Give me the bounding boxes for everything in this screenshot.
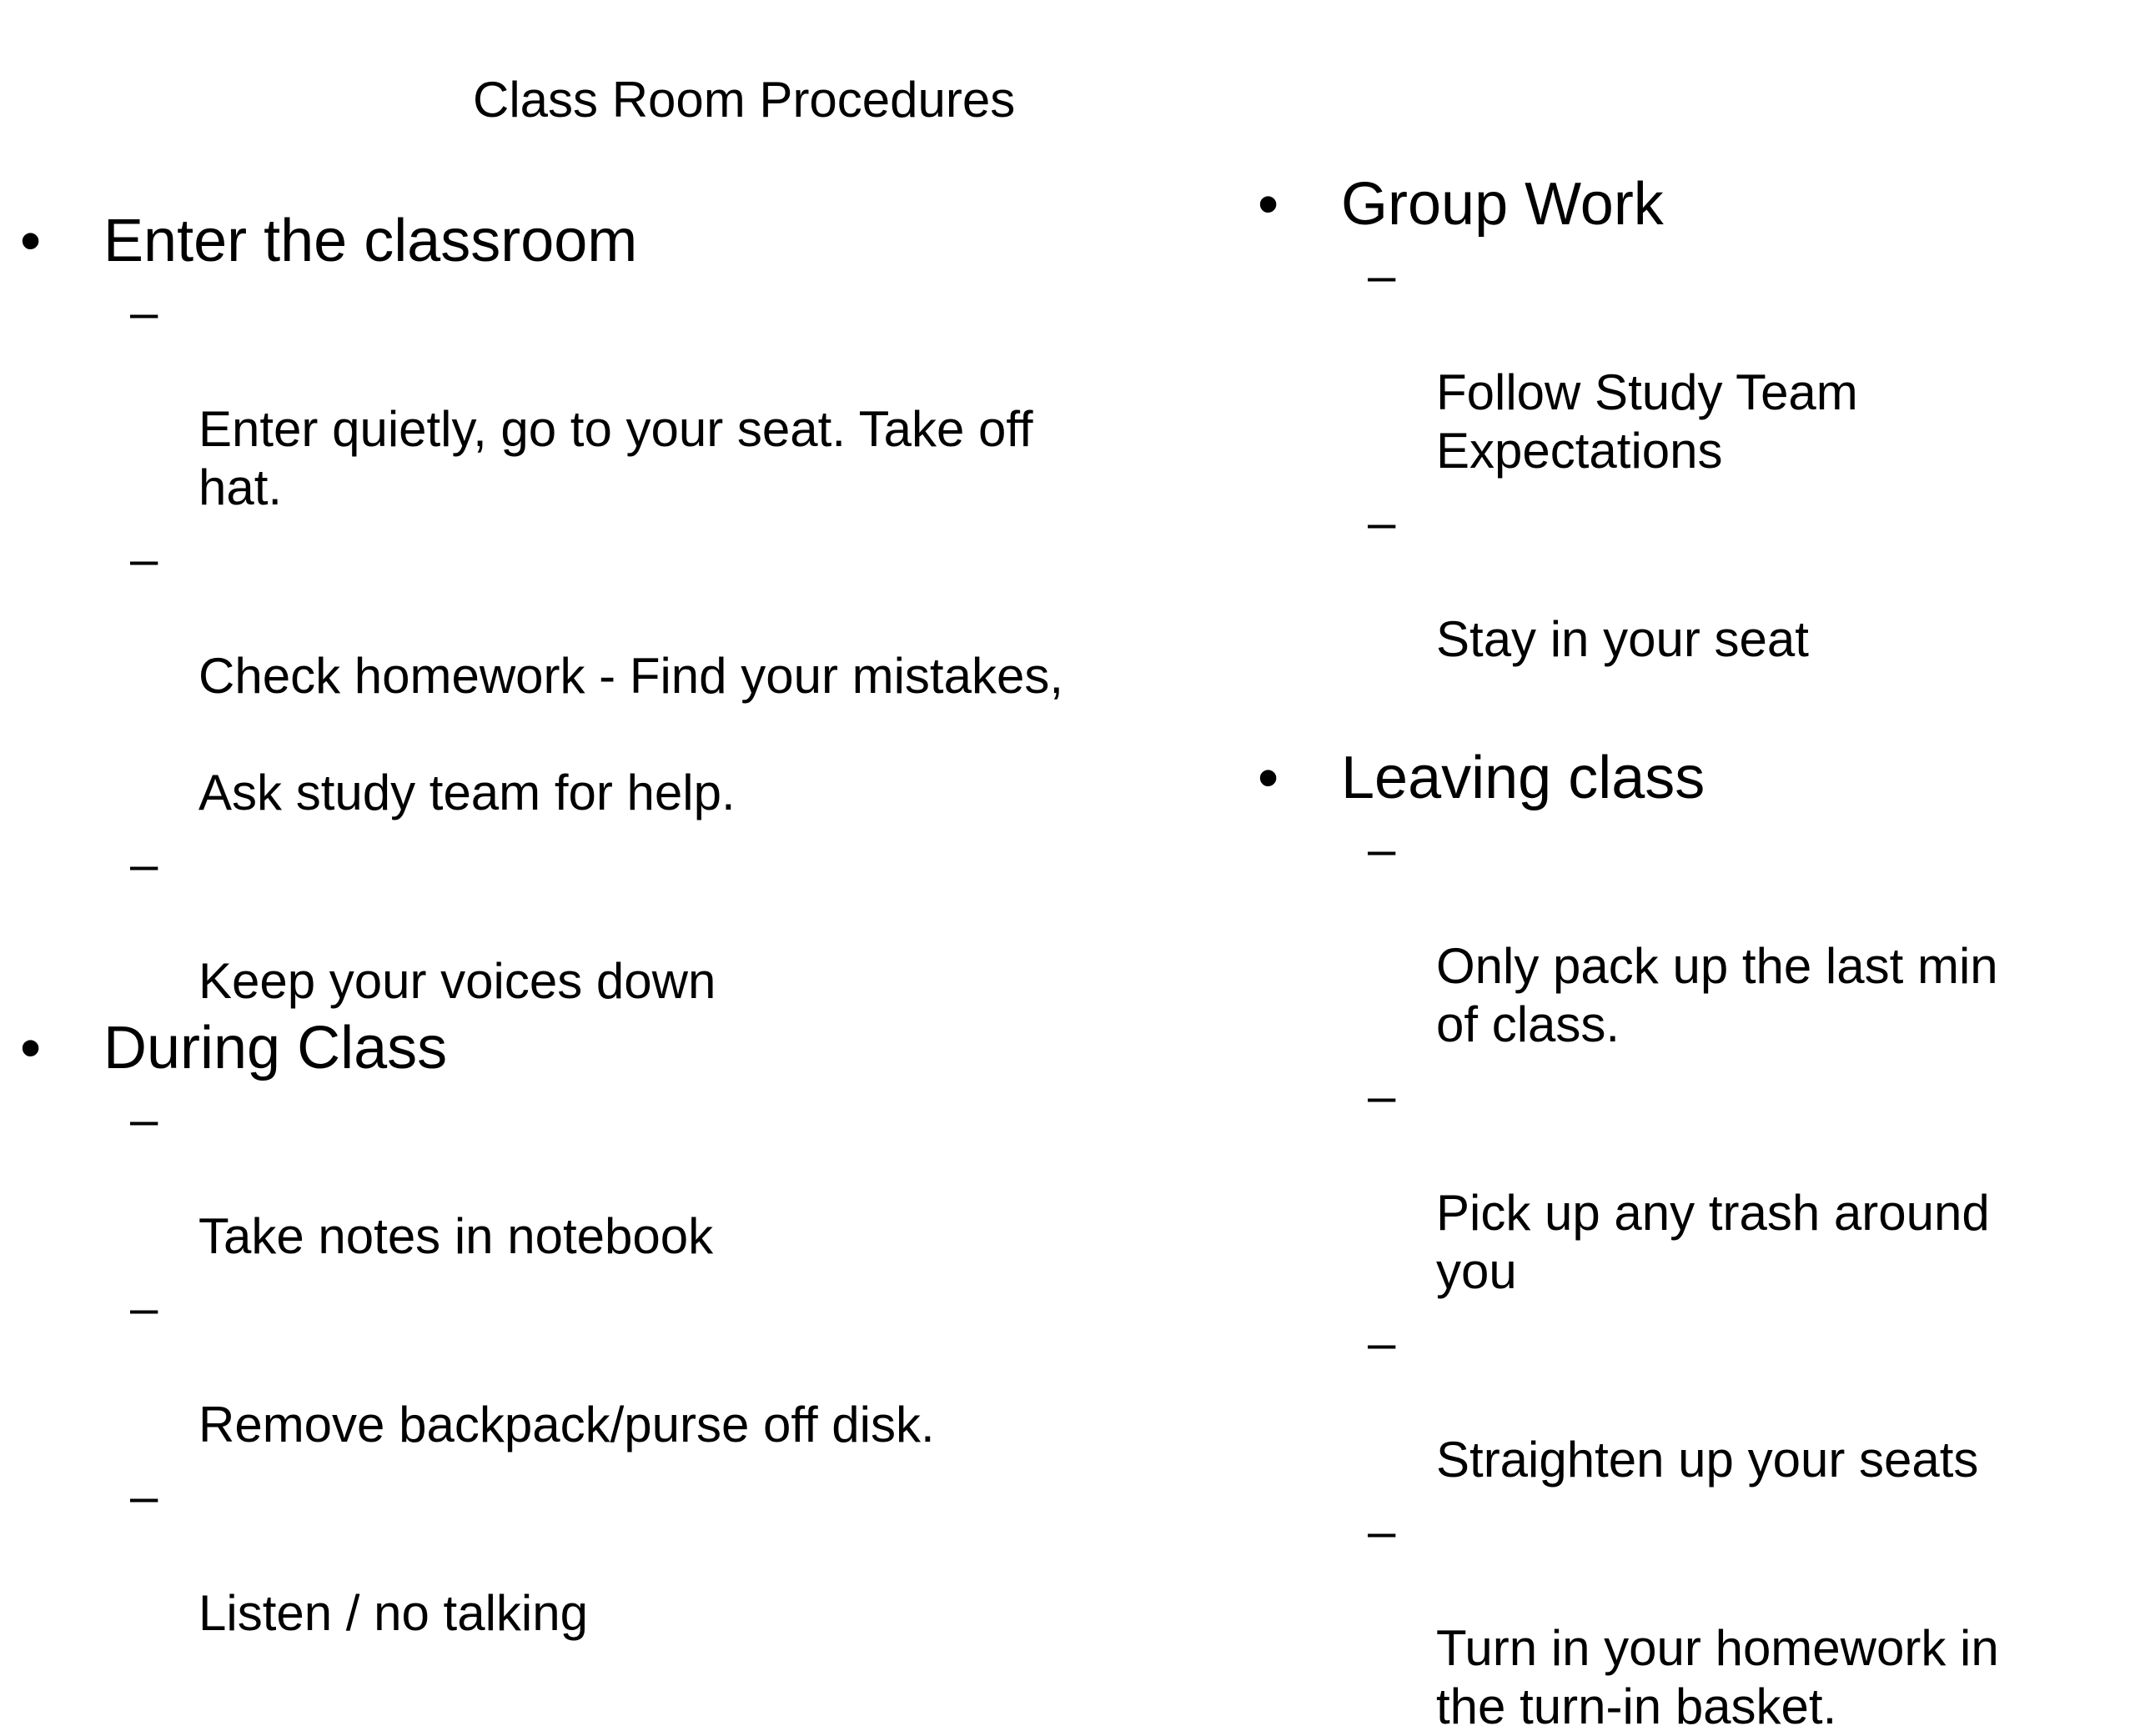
section-heading-during-class [20,1014,1188,1082]
list-item [20,1279,1188,1454]
list-item-text: Pick up any trash around you [1436,1185,1990,1299]
section-heading-group-work [1258,170,2125,238]
slide-title: Class Room Procedures [473,72,1016,128]
dash-icon: – [130,284,158,340]
list-item [1258,1067,2125,1301]
list-item [20,530,1188,822]
list-item-text: Remove backpack/purse off disk. [198,1397,935,1453]
dash-icon: – [1368,1315,1396,1371]
bullet-icon: • [20,1015,42,1081]
section-heading-label: During Class [103,1015,448,1081]
list-item [1258,1503,2125,1736]
bullet-icon: • [1258,171,1279,238]
list-item-text: Check homework - Find your mistakes, Ask study team for help. [198,648,1063,820]
dash-icon: – [130,836,158,892]
list-item-text: Stay in your seat [1436,611,1809,667]
list-item-text: Enter quietly, go to your seat. Take off hat. [198,401,1033,515]
list-item-text: Turn in your homework in the turn-in basket. [1436,1620,1999,1734]
right-column [1258,170,2125,1736]
list-item [1258,820,2125,1054]
dash-icon: – [1368,821,1396,877]
list-item [1258,247,2125,480]
list-item-text: Keep your voices down [198,953,716,1009]
dash-icon: – [1368,1503,1396,1559]
list-item [1258,1314,2125,1489]
section-heading-label: Leaving class [1341,745,1705,811]
list-item-text: Only pack up the last min of class. [1436,938,1998,1052]
section-heading-leaving-class [1258,744,2125,812]
list-item [1258,494,2125,669]
list-item [20,835,1188,1011]
dash-icon: – [1368,1068,1396,1124]
list-item-text: Follow Study Team Expectations [1436,364,1858,479]
list-item [20,1468,1188,1643]
dash-icon: – [130,1280,158,1336]
section-heading-enter-classroom [20,207,1188,275]
dash-icon: – [130,531,158,587]
left-column [20,207,1188,1643]
dash-icon: – [1368,494,1396,550]
section-heading-label: Group Work [1341,171,1664,238]
section-heading-label: Enter the classroom [103,208,638,274]
list-item-text: Straighten up your seats [1436,1432,1979,1488]
list-item-text: Listen / no talking [198,1585,588,1641]
bullet-icon: • [1258,745,1279,811]
list-item-text: Take notes in notebook [198,1208,714,1264]
dash-icon: – [1368,248,1396,304]
list-item [20,283,1188,517]
dash-icon: – [130,1468,158,1524]
list-item [20,1091,1188,1266]
dash-icon: – [130,1091,158,1147]
bullet-icon: • [20,208,42,274]
